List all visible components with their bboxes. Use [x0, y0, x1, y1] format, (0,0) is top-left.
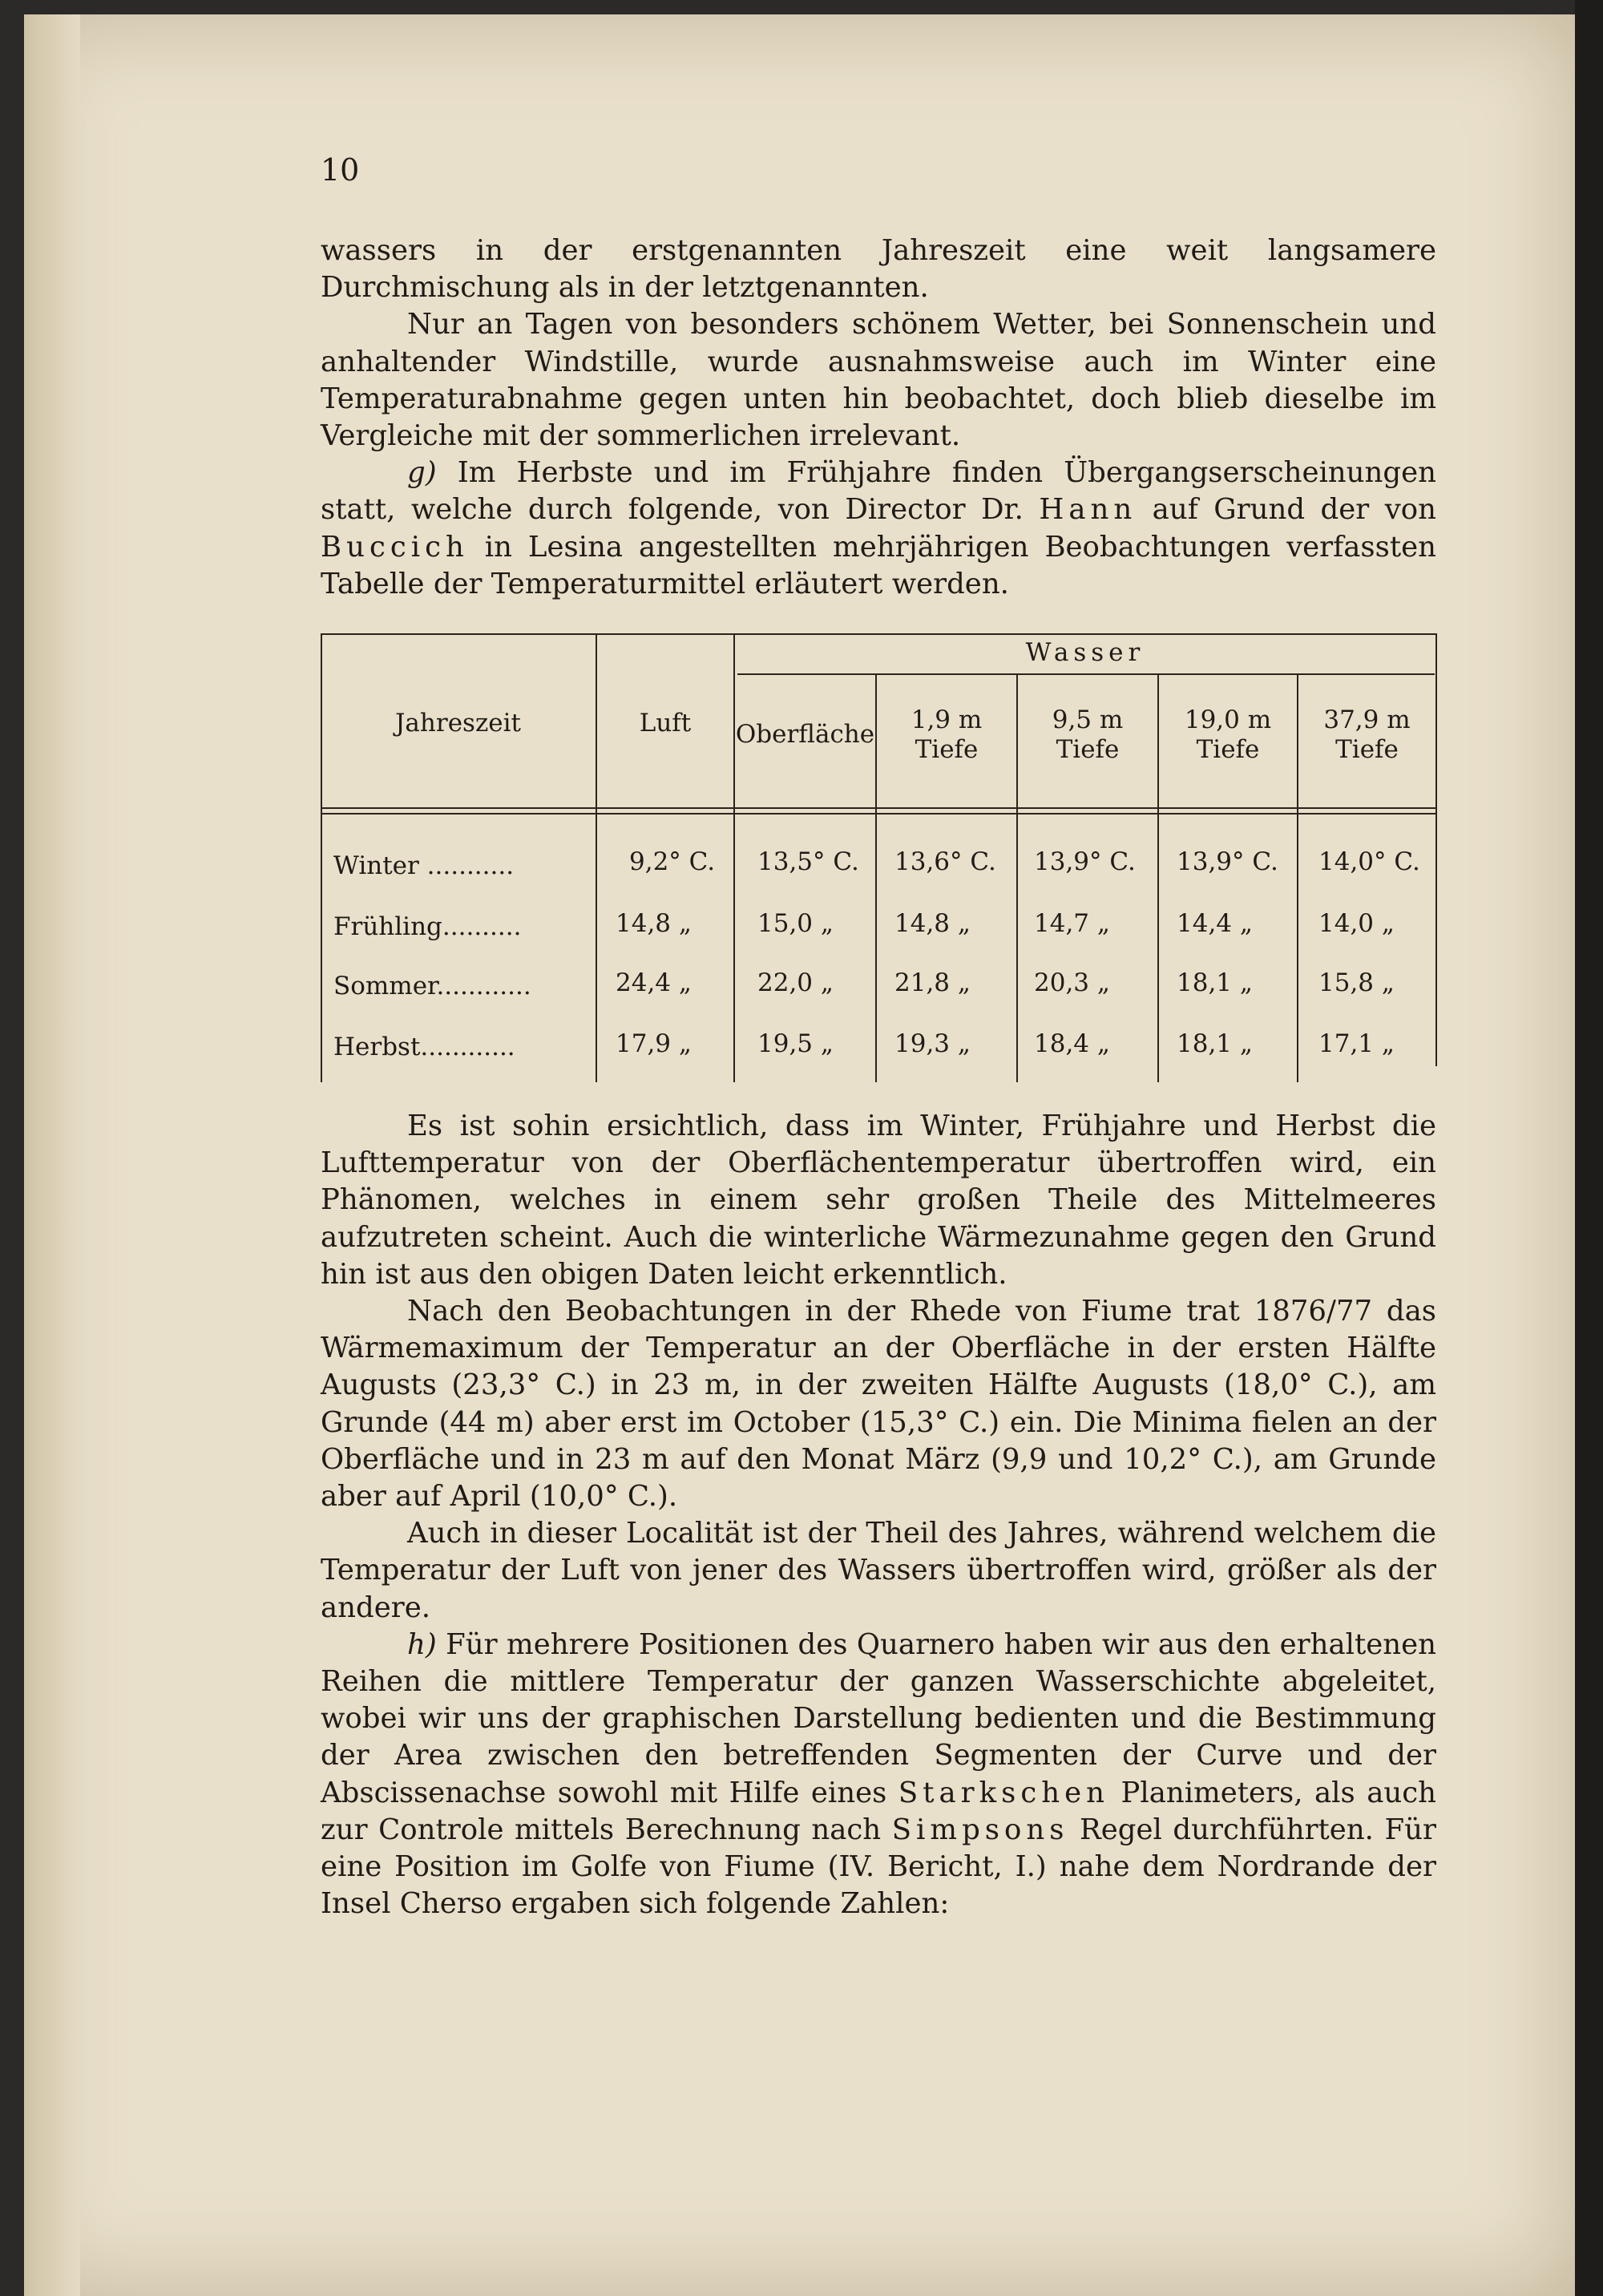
table-cell: 9,2° C.: [629, 847, 716, 876]
table-cell: 18,4 „: [1034, 1029, 1110, 1058]
table-cell: 14,8 „: [894, 909, 971, 938]
table-cell: 24,4 „: [616, 968, 692, 997]
paragraph-text: in Lesina angestellten mehrjährigen Beobachtungen verfassten Tabelle der Temperaturmittel erläutert werden.: [321, 530, 1436, 600]
table-cell: 13,5° C.: [757, 847, 859, 876]
table-cell: 15,0 „: [757, 909, 834, 938]
table-cell: 21,8 „: [894, 968, 971, 997]
header-rule-2: [321, 813, 1437, 815]
scan-edge: [1575, 0, 1603, 2296]
header-depth-value: 9,5 m: [1052, 705, 1124, 734]
header-season: Jahreszeit: [395, 709, 521, 738]
paragraph-text: Für mehrere Positionen des Quarnero haben wir aus den erhaltenen Reihen die mittlere Temperatur der ganzen Wasserschichte abgeleitet, wobei wir uns der graphischen Darstellung bedienten und die Bestimmung der Area zwischen den betreffenden Segmenten der Curve und der Abscissenachse sowohl mit Hilfe eines: [321, 1627, 1436, 1809]
paragraph-conclusion: Es ist sohin ersichtlich, dass im Winter, Frühjahre und Herbst die Lufttemperatur von der Oberflächentemperatur übertroffen wird, ein Phänomen, welches in einem sehr großen Theile des Mittelmeeres aufzutreten scheint. Auch die winterliche Wärmezunahme gegen den Grund hin ist aus den obigen Daten leicht erkenntlich.: [321, 1110, 1436, 1291]
page-number: 10: [321, 152, 360, 188]
table-cell: 19,5 „: [757, 1029, 834, 1058]
header-air: Luft: [639, 709, 692, 738]
header-depth-37-9: [1298, 705, 1435, 765]
table-cell: 13,9° C.: [1034, 847, 1136, 876]
paragraph-text: Regel durchführten. Für eine Position im Golfe von Fiume (IV. Bericht, I.) nahe dem Nordrande der Insel Cherso ergaben sich folgende Zahlen:: [321, 1813, 1436, 1921]
paragraph-text: auf Grund der von: [1137, 493, 1436, 527]
table-cell: 18,1 „: [1177, 968, 1253, 997]
table-cell: 17,1 „: [1318, 1029, 1395, 1058]
table-cell: 13,9° C.: [1177, 847, 1278, 876]
header-depth-9-5: [1018, 705, 1157, 765]
row-season-fruehling: Frühling..........: [333, 912, 522, 941]
book-gutter: [24, 14, 80, 2296]
paragraph-marker-h: h): [407, 1627, 437, 1661]
header-depth-value: 19,0 m: [1184, 705, 1272, 734]
header-depth-1-9: [877, 705, 1016, 765]
table-cell: 14,8 „: [616, 909, 692, 938]
header-depth-value: 37,9 m: [1323, 705, 1411, 734]
row-season-herbst: Herbst............: [333, 1033, 515, 1061]
col-line-2: [733, 633, 735, 1082]
author-name-hann: Hann: [1039, 493, 1137, 527]
header-depth-label: Tiefe: [1196, 735, 1260, 764]
header-depth-19-0: [1159, 705, 1297, 765]
header-depth-value: 1,9 m: [911, 705, 983, 734]
header-water: Wasser: [1025, 638, 1145, 667]
text-block-bottom: [321, 1108, 1436, 1922]
paragraph-localitaet: Auch in dieser Localität ist der Theil des Jahres, während welchem die Temperatur der Luft von jener des Wassers übertroffen wird, größer als der andere.: [321, 1517, 1436, 1624]
table-cell: 14,0 „: [1318, 909, 1395, 938]
paragraph-fiume: Nach den Beobachtungen in der Rhede von Fiume trat 1876/77 das Wärmemaximum der Temperatur an der Oberfläche in der ersten Hälfte Augusts (23,3° C.) in 23 m, in der zweiten Hälfte Augusts (18,0° C.), am Grunde (44 m) aber erst im October (15,3° C.) ein. Die Minima fielen an der Oberfläche und in 23 m auf den Monat März (9,9 und 10,2° C.), am Grunde aber auf April (10,0° C.).: [321, 1295, 1436, 1514]
header-surface: Oberfläche: [735, 720, 875, 749]
paragraph-quarnero: [321, 1627, 1436, 1923]
text-block-top: [321, 232, 1436, 603]
paragraph-marker-g: g): [407, 456, 437, 490]
header-depth-label: Tiefe: [1056, 735, 1120, 764]
table-cell: 20,3 „: [1034, 968, 1110, 997]
header-depth-label: Tiefe: [915, 735, 979, 764]
table-cell: 22,0 „: [757, 968, 834, 997]
table-cell: 14,0° C.: [1318, 847, 1420, 876]
table-cell: 15,8 „: [1318, 968, 1395, 997]
paragraph-windstille: Nur an Tagen von besonders schönem Wetter, bei Sonnenschein und anhaltender Windstille, wurde ausnahmsweise auch im Winter eine Temperaturabnahme gegen unten hin beobachtet, doch blieb dieselbe im Vergleiche mit der sommerlichen irrelevant.: [321, 308, 1436, 453]
header-rule-1: [321, 807, 1437, 809]
author-name-buccich: Buccich: [321, 530, 469, 564]
temperature-table: [321, 627, 1439, 1084]
paragraph-text: Im Herbste und im Frühjahre finden Übergangserscheinungen statt, welche durch folgende, von Director Dr.: [321, 456, 1436, 527]
row-season-winter: Winter ...........: [333, 851, 515, 880]
row-season-sommer: Sommer............: [333, 972, 531, 1000]
table-cell: 13,6° C.: [894, 847, 996, 876]
table-cell: 14,4 „: [1177, 909, 1253, 938]
paragraph-continuation: wassers in der erstgenannten Jahreszeit eine weit langsamere Durchmischung als in der letztgenannten.: [321, 234, 1436, 305]
name-starkschen: Starkschen: [898, 1776, 1109, 1809]
header-depth-label: Tiefe: [1335, 735, 1399, 764]
table-cell: 18,1 „: [1177, 1029, 1253, 1058]
water-subheader-rule: [737, 673, 1435, 675]
col-line-0: [321, 633, 322, 1082]
table-top-rule: [321, 633, 1437, 635]
table-cell: 19,3 „: [894, 1029, 971, 1058]
name-simpsons: Simpsons: [891, 1813, 1069, 1846]
col-line-1: [596, 633, 597, 1082]
paragraph-herbst: [321, 455, 1436, 603]
table-cell: 17,9 „: [616, 1029, 692, 1058]
table-cell: 14,7 „: [1034, 909, 1110, 938]
paragraph-text: Planimeters, als auch zur Controle mittels Berechnung nach: [321, 1776, 1436, 1846]
col-line-7: [1435, 633, 1437, 1066]
